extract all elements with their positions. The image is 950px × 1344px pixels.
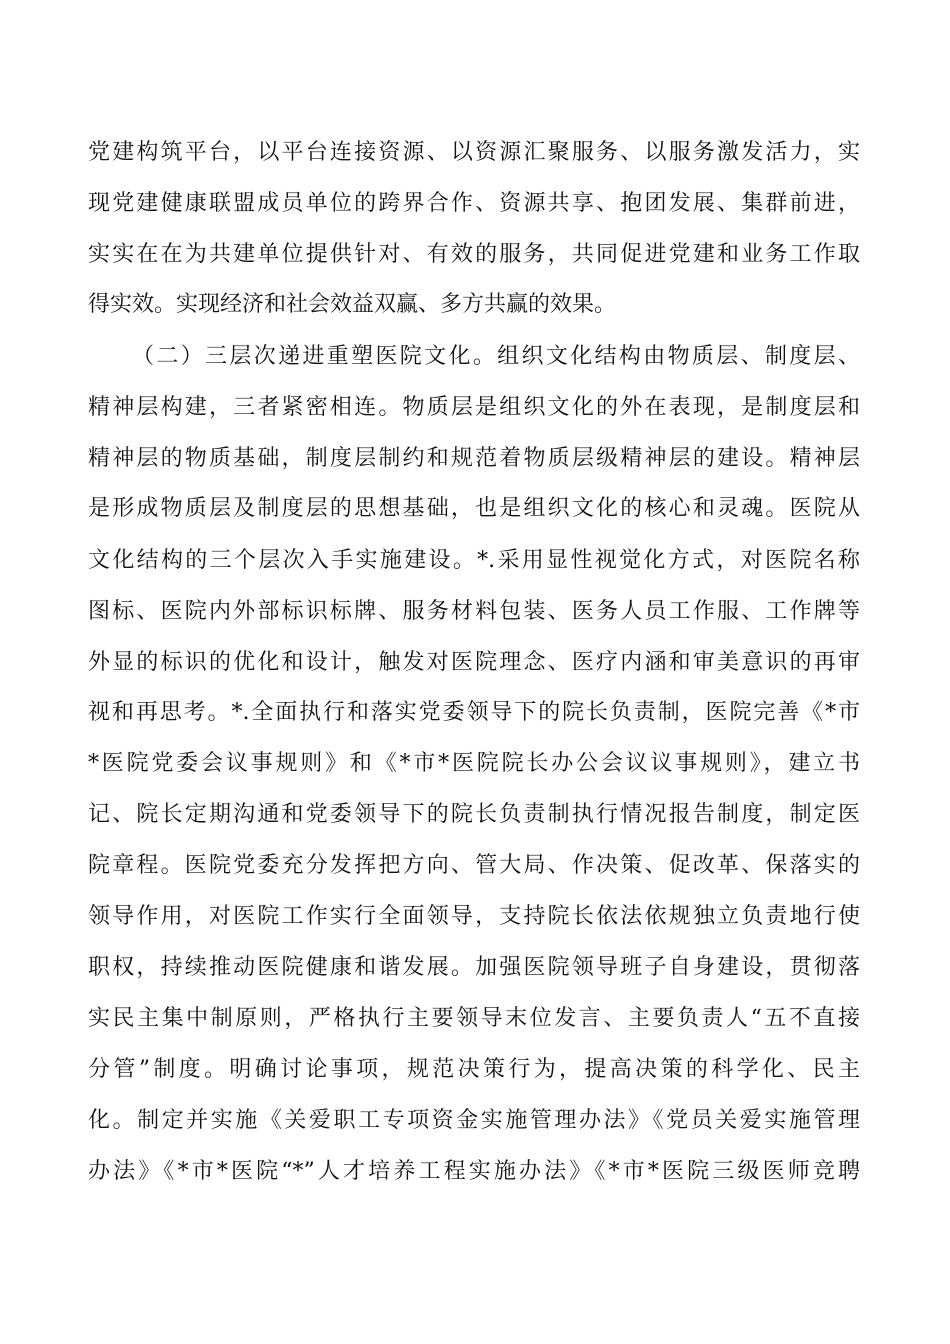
paragraph-1-line-2: 现党建健康联盟成员单位的跨界合作、资源共享、抱团发展、集群前进， — [88, 191, 860, 216]
paragraph-1-line-4: 得实效。实现经济和社会效益双赢、多方共赢的效果。 — [88, 292, 617, 317]
paragraph-2-line-13: 职权，持续推动医院健康和谐发展。加强医院领导班子自身建设，贯彻落 — [88, 955, 860, 980]
paragraph-2-line-14: 实民主集中制原则，严格执行主要领导末位发言、主要负责人“五不直接 — [88, 1006, 860, 1031]
paragraph-2-line-5: 文化结构的三个层次入手实施建设。*.采用显性视觉化方式，对医院名称 — [88, 548, 860, 573]
paragraph-2-line-15: 分管”制度。明确讨论事项，规范决策行为，提高决策的科学化、民主 — [88, 1057, 860, 1082]
paragraph-2-line-2: 精神层构建，三者紧密相连。物质层是组织文化的外在表现，是制度层和 — [88, 395, 860, 420]
paragraph-2-line-9: *医院党委会议事规则》和《*市*医院院长办公会议议事规则》，建立书 — [88, 751, 860, 776]
paragraph-1-line-3: 实实在在为共建单位提供针对、有效的服务，共同促进党建和业务工作取 — [88, 242, 860, 267]
paragraph-2-line-10: 记、院长定期沟通和党委领导下的院长负责制执行情况报告制度，制定医 — [88, 802, 860, 827]
paragraph-2-line-3: 精神层的物质基础，制度层制约和规范着物质层级精神层的建设。精神层 — [88, 446, 860, 471]
paragraph-2-line-1: （二）三层次递进重塑医院文化。组织文化结构由物质层、制度层、 — [132, 344, 860, 369]
paragraph-2-line-8: 视和再思考。*.全面执行和落实党委领导下的院长负责制，医院完善《*市 — [88, 700, 860, 725]
paragraph-1-line-1: 党建构筑平台，以平台连接资源、以资源汇聚服务、以服务激发活力，实 — [88, 140, 860, 165]
paragraph-2-line-16: 化。制定并实施《关爱职工专项资金实施管理办法》《党员关爱实施管理 — [88, 1108, 860, 1133]
paragraph-2-line-12: 领导作用，对医院工作实行全面领导，支持院长依法依规独立负责地行使 — [88, 904, 860, 929]
paragraph-2-line-11: 院章程。医院党委充分发挥把方向、管大局、作决策、促改革、保落实的 — [88, 853, 860, 878]
paragraph-2-line-17: 办法》《*市*医院“*”人才培养工程实施办法》《*市*医院三级医师竞聘 — [88, 1159, 860, 1184]
paragraph-2-line-4: 是形成物质层及制度层的思想基础，也是组织文化的核心和灵魂。医院从 — [88, 496, 860, 521]
paragraph-2-line-6: 图标、医院内外部标识标牌、服务材料包装、医务人员工作服、工作牌等 — [88, 599, 860, 624]
paragraph-2-line-7: 外显的标识的优化和设计，触发对医院理念、医疗内涵和审美意识的再审 — [88, 650, 860, 675]
